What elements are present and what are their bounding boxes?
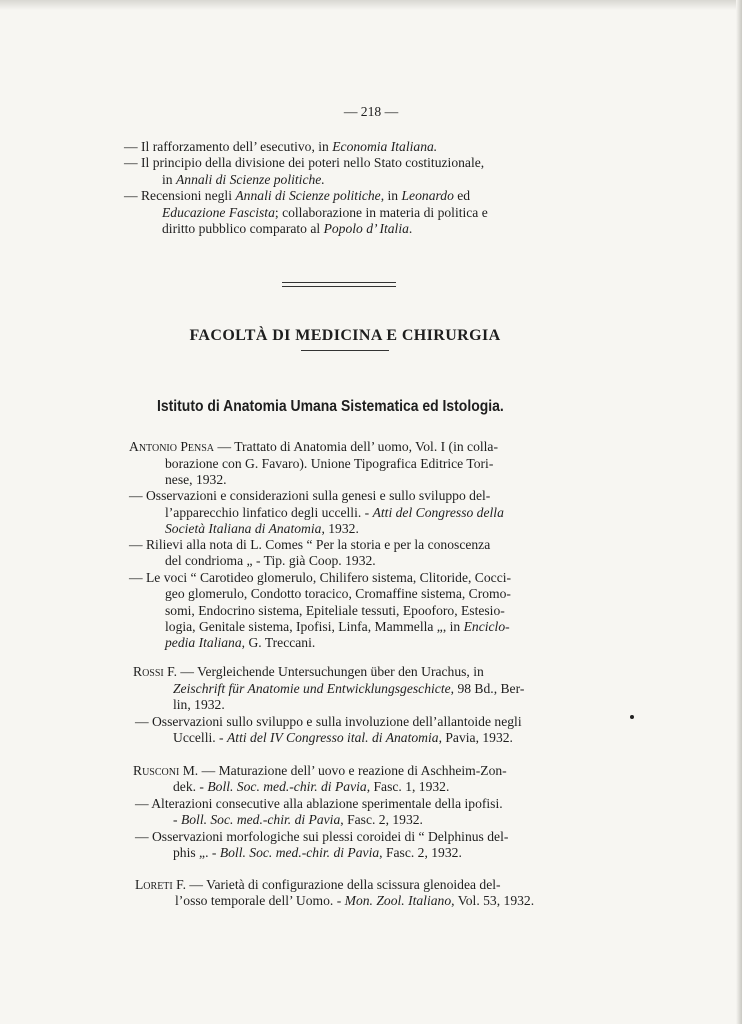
text-run: , 1932. [321,521,359,536]
entry-line [129,488,490,504]
entry-line [162,205,488,221]
text-run: - [173,812,181,827]
italic-text: Annali di Scienze politiche [235,188,381,203]
text-run: lin, 1932. [173,697,225,712]
text-run: — Il rafforzamento dell’ esecutivo, in [124,139,333,154]
entry-line [175,893,534,909]
text-run: l’apparecchio linfatico degli uccelli. - [165,505,373,520]
italic-text: Educazione Fascista [162,205,275,220]
text-run: — Osservazioni sullo sviluppo e sulla involuzione dell’allantoide negli [135,714,522,729]
ink-speck [630,715,634,719]
entry-line [173,730,513,746]
italic-text: Enciclo- [463,619,510,634]
entry-line [165,456,493,472]
entry-line [124,155,484,171]
italic-text: Società Italiana di Anatomia [165,521,322,536]
entry-line [165,553,376,569]
entry-line [135,877,501,893]
text-run: logia, Genitale sistema, Ipofisi, Linfa, Mammella „, in [165,619,464,634]
entry-line [165,586,511,602]
text-run: . [408,221,413,236]
text-run: l’osso temporale dell’ Uomo. - [175,893,345,908]
entry-line [124,139,437,155]
italic-text: Economia Italiana. [332,139,438,154]
text-run: , Fasc. 1, 1932. [366,779,450,794]
italic-text: Annali di Scienze politiche. [175,172,325,187]
entry-line [124,188,470,204]
entry-line [165,635,315,651]
entry-line [129,439,498,455]
entry-line [135,714,522,730]
entry-text [214,439,498,454]
text-run: — Trattato di Anatomia dell’ uomo, Vol. I (in colla- [214,439,498,454]
text-run: ed [453,188,471,203]
page-right-edge [736,0,742,1024]
author-name: Loreti F. [135,877,187,892]
italic-text: Boll. Soc. med.-chir. di Pavia [219,845,380,860]
entry-line [129,570,511,586]
entry-line [173,779,449,795]
text-run: Uccelli. - [173,730,227,745]
entry-line [162,172,325,188]
institute-title: Istituto di Anatomia Umana Sistematica ed Istologia. [157,398,504,415]
entry-text [177,664,484,679]
page-top-shadow [0,0,742,10]
author-name: Rusconi M. [133,763,199,778]
text-run: — Rilievi alla nota di L. Comes “ Per la storia e per la conoscenza [129,537,491,552]
text-run: ; collaborazione in materia di politica e [274,205,488,220]
italic-text: Atti del Congresso della [372,505,504,520]
italic-text: Leonardo [401,188,454,203]
author-name: Rossi F. [133,664,178,679]
entry-line [165,505,504,521]
text-run: — Osservazioni e considerazioni sulla genesi e sullo sviluppo del- [129,488,491,503]
entry-line [133,763,507,779]
text-run: — Recensioni negli [124,188,236,203]
text-run: phis „. - [173,845,220,860]
text-run: , Pavia, 1932. [438,730,513,745]
entry-line [173,812,423,828]
text-run: , G. Treccani. [241,635,316,650]
italic-text: Boll. Soc. med.-chir. di Pavia [207,779,367,794]
entry-line [173,681,524,697]
italic-text: Zeischrift für Anatomie und Entwicklungsgeschicte [173,681,451,696]
entry-line [165,603,505,619]
text-run: geo glomerulo, Condotto toracico, Cromaffine sistema, Cromo- [165,586,511,601]
entry-line [133,664,484,680]
italic-text: pedia Italiana [165,635,242,650]
text-run: — Vergleichende Untersuchungen über den Urachus, in [177,664,484,679]
author-name: Antonio Pensa [129,439,215,454]
text-run: del condrioma „ - Tip. già Coop. 1932. [165,553,376,568]
entry-text [198,763,507,778]
text-run: — Varietà di configurazione della scissura glenoidea del- [186,877,501,892]
text-run: — Maturazione dell’ uovo e reazione di Aschheim-Zon- [198,763,507,778]
text-run: — Osservazioni morfologiche sui plessi coroidei di “ Delphinus del- [135,829,509,844]
entry-line [173,845,462,861]
page-number: — 218 — [343,104,399,119]
separator-rule-bottom [282,286,396,287]
text-run: , Fasc. 2, 1932. [340,812,423,827]
entry-line [135,796,503,812]
text-run: , Vol. 53, 1932. [451,893,535,908]
separator-rule-top [282,282,396,283]
entry-line [165,472,227,488]
italic-text: Popolo d’ Italia [323,221,409,236]
entry-text [186,877,501,892]
entry-line [165,619,510,635]
italic-text: Mon. Zool. Italiano [344,893,452,908]
entry-line [165,521,359,537]
text-run: — Le voci “ Carotideo glomerulo, Chilifero sistema, Clitoride, Cocci- [129,570,512,585]
text-run: nese, 1932. [165,472,227,487]
entry-line [173,697,225,713]
italic-text: Boll. Soc. med.-chir. di Pavia [180,812,341,827]
text-run: in [162,172,176,187]
text-run: diritto pubblico comparato al [162,221,324,236]
faculty-title-underline [301,350,389,351]
text-run: borazione con G. Favaro). Unione Tipografica Editrice Tori- [165,456,494,471]
faculty-title: FACOLTÀ DI MEDICINA E CHIRURGIA [189,327,501,344]
entry-line [135,829,508,845]
italic-text: Atti del IV Congresso ital. di Anatomia [226,730,439,745]
text-run: — Il principio della divisione dei poteri nello Stato costituzionale, [124,155,485,170]
text-run: somi, Endocrino sistema, Epiteliale tessuti, Epooforo, Estesio- [165,603,505,618]
text-run: dek. - [173,779,208,794]
text-run: , 98 Bd., Ber- [450,681,525,696]
entry-line [129,537,490,553]
text-run: — Alterazioni consecutive alla ablazione sperimentale della ipofisi. [135,796,503,811]
entry-line [162,221,412,237]
text-run: , in [380,188,402,203]
text-run: , Fasc. 2, 1932. [379,845,462,860]
